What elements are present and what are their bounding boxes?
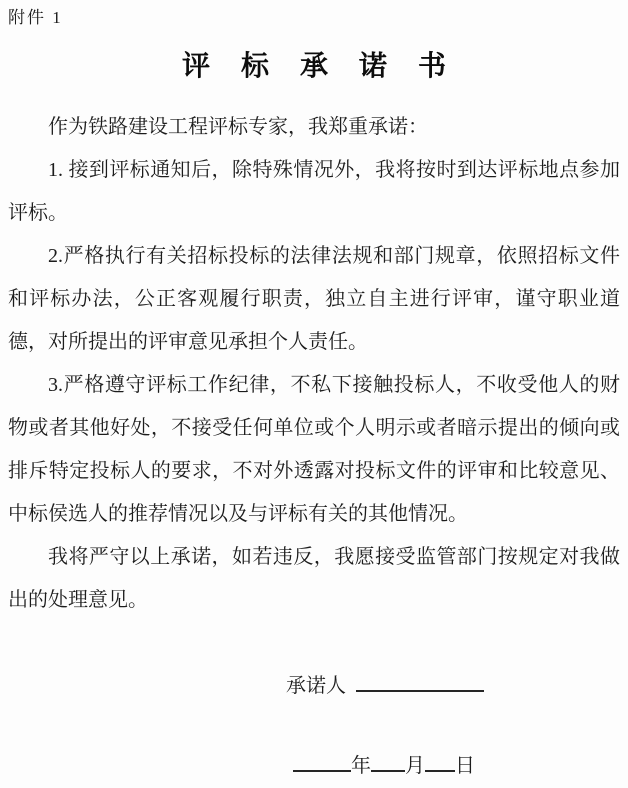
paragraph-item-1: 1. 接到评标通知后，除特殊情况外，我将按时到达评标地点参加评标。 xyxy=(8,159,620,224)
day-blank-line xyxy=(425,755,455,772)
month-blank-line xyxy=(371,755,405,772)
month-label: 月 xyxy=(405,755,425,777)
document-body xyxy=(8,106,620,622)
day-label: 日 xyxy=(455,755,475,777)
signature-blank-line xyxy=(356,675,484,692)
signature-label: 承诺人 xyxy=(286,675,346,697)
page-title: 评 标 承 诺 书 xyxy=(181,51,458,82)
signature-line xyxy=(8,672,620,700)
paragraph-item-3: 3.严格遵守评标工作纪律，不私下接触投标人，不收受他人的财物或者其他好处，不接受任何单位或个人明示或者暗示提出的倾向或排斥特定投标人的要求，不对外透露对投标文件的评审和比较意见、中标侯选人的推荐情况以及与评标有关的其他情况。 xyxy=(8,374,620,525)
paragraph-closing: 我将严守以上承诺，如若违反，我愿接受监管部门按规定对我做出的处理意见。 xyxy=(8,546,620,611)
year-label: 年 xyxy=(351,755,371,777)
year-blank-line xyxy=(293,755,351,772)
paragraph-intro: 作为铁路建设工程评标专家，我郑重承诺： xyxy=(48,116,428,138)
paragraph-item-2: 2.严格执行有关招标投标的法律法规和部门规章，依照招标文件和评标办法，公正客观履行职责，独立自主进行评审，谨守职业道德，对所提出的评审意见承担个人责任。 xyxy=(8,245,620,353)
attachment-label: 附件 1 xyxy=(8,8,63,27)
date-line xyxy=(8,752,620,780)
